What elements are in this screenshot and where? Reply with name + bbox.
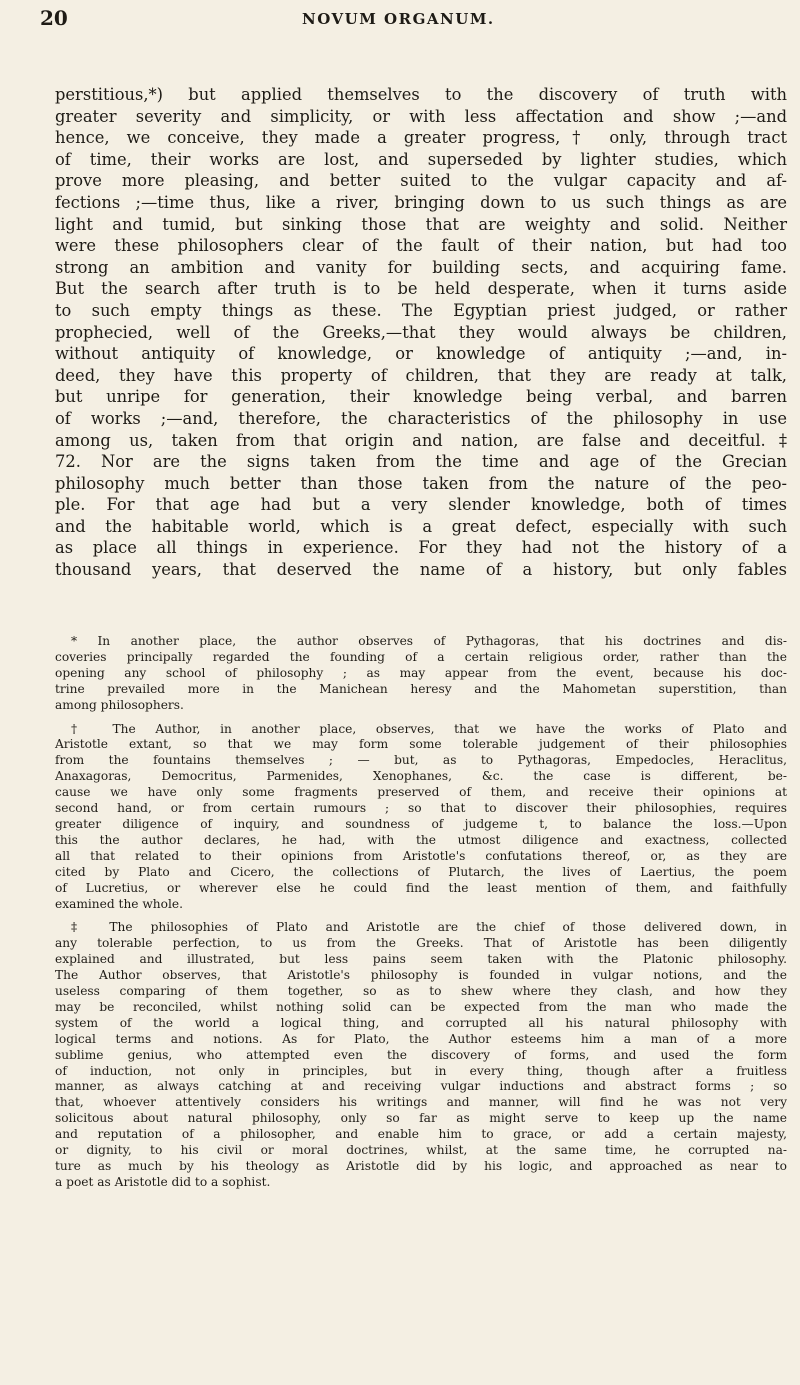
footnote bbox=[55, 920, 787, 1190]
text-line: strong an ambition and vanity for building sects, and acquiring fame. bbox=[55, 257, 787, 277]
text-line: perstitious,*) but applied themselves to the discovery of truth with bbox=[55, 85, 787, 104]
footnote-line: ture as much by his theology as Aristotle did by his logic, and approached as near to bbox=[55, 1159, 787, 1173]
text-line: without antiquity of knowledge, or knowledge of antiquity ;—and, in- bbox=[55, 344, 787, 364]
text-line: prophecied, well of the Greeks,—that they would always be children, bbox=[55, 322, 787, 342]
text-line: but unripe for generation, their knowledge being verbal, and barren bbox=[55, 387, 787, 407]
footnote-line: and reputation of a philosopher, and enable him to grace, or add a certain majesty, bbox=[55, 1127, 787, 1142]
main-text bbox=[55, 84, 787, 581]
footnote bbox=[55, 634, 787, 714]
footnote-line: all that related to their opinions from Aristotle's confutations thereof, or, as they are bbox=[55, 848, 787, 863]
text-line: light and tumid, but sinking those that are weighty and solid. Neither bbox=[55, 214, 787, 234]
text-line: ple. For that age had but a very slender knowledge, both of times bbox=[55, 495, 787, 515]
footnote-line: from the fountains themselves ; — but, as to Pythagoras, Empedocles, Heraclitus, bbox=[55, 753, 787, 768]
footnote-line: or dignity, to his civil or moral doctrines, whilst, at the same time, he corrupted na- bbox=[55, 1143, 787, 1158]
footnote-line: Aristotle extant, so that we may form some tolerable judgement of their philosophies bbox=[55, 737, 787, 752]
text-line: to such empty things as these. The Egyptian priest judged, or rather bbox=[55, 300, 787, 320]
text-line: were these philosophers clear of the fault of their nation, but had too bbox=[55, 236, 787, 256]
footnote-line: greater diligence of inquiry, and soundness of judgeme t, to balance the loss.—Upon bbox=[55, 816, 787, 831]
footnote-line: of Lucretius, or wherever else he could find the least mention of them, and faithfully bbox=[55, 880, 787, 895]
footnote-line: solicitous about natural philosophy, only so far as might serve to keep up the name bbox=[55, 1111, 787, 1126]
footnote-line: sublime genius, who attempted even the discovery of forms, and used the form bbox=[55, 1047, 787, 1062]
page-number: 20 bbox=[40, 6, 68, 30]
footnote-line: any tolerable perfection, to us from the Greeks. That of Aristotle has been diligently bbox=[55, 936, 787, 951]
text-line: of time, their works are lost, and superseded by lighter studies, which bbox=[55, 149, 787, 169]
text-line: as place all things in experience. For they had not the history of a bbox=[55, 538, 787, 558]
footnote-line: opening any school of philosophy ; as may appear from the event, because his doc- bbox=[55, 665, 787, 680]
footnote-line: explained and illustrated, but less pains seem taken with the Platonic philosophy. bbox=[55, 952, 787, 967]
footnote-line: a poet as Aristotle did to a sophist. bbox=[55, 1174, 271, 1189]
footnote-line: second hand, or from certain rumours ; so that to discover their philosophies, requires bbox=[55, 801, 787, 816]
text-line: among us, taken from that origin and nation, are false and deceitful.‡ bbox=[55, 430, 787, 450]
footnote-line: coveries principally regarded the founding of a certain religious order, rather than the bbox=[55, 649, 787, 664]
footnote-line: † The Author, in another place, observes, that we have the works of Plato and bbox=[71, 721, 787, 736]
footnote-line: logical terms and notions. As for Plato, the Author esteems him a man of a more bbox=[55, 1031, 787, 1046]
footnote-line: among philosophers. bbox=[55, 697, 184, 712]
footnotes bbox=[55, 634, 787, 1191]
footnote-line: useless comparing of them together, so as to shew where they clash, and how they bbox=[55, 984, 787, 999]
footnote-line: cited by Plato and Cicero, the collections of Plutarch, the lives of Laertius, the poem bbox=[55, 864, 787, 879]
footnote-line: examined the whole. bbox=[55, 896, 183, 911]
footnote-line: Anaxagoras, Democritus, Parmenides, Xenophanes, &c. the case is different, be- bbox=[55, 769, 787, 784]
footnote-line: The Author observes, that Aristotle's philosophy is founded in vulgar notions, and the bbox=[55, 968, 787, 983]
text-line: philosophy much better than those taken from the nature of the peo- bbox=[55, 473, 787, 493]
footnote-line: cause we have only some fragments preserved of them, and receive their opinions at bbox=[55, 785, 787, 800]
text-line: greater severity and simplicity, or with less affectation and show ;—and bbox=[55, 106, 787, 126]
footnote-line: * In another place, the author observes of Pythagoras, that his doctrines and dis- bbox=[71, 634, 787, 648]
text-line: deed, they have this property of children, that they are ready at talk, bbox=[55, 365, 787, 385]
text-line: hence, we conceive, they made a greater progress,† only, through tract bbox=[55, 128, 787, 148]
footnote-line: of induction, not only in principles, but in every thing, though after a fruitless bbox=[55, 1063, 787, 1078]
text-line: and the habitable world, which is a great defect, especially with such bbox=[55, 516, 787, 536]
footnote-line: may be reconciled, whilst nothing solid can be expected from the man who made the bbox=[55, 999, 787, 1014]
text-line: of works ;—and, therefore, the characteristics of the philosophy in use bbox=[55, 408, 787, 428]
footnote-line: ‡ The philosophies of Plato and Aristotle are the chief of those delivered down, in bbox=[71, 920, 787, 935]
footnote-line: manner, as always catching at and receiving vulgar inductions and abstract forms ; so bbox=[55, 1079, 787, 1094]
text-line: fections ;—time thus, like a river, bringing down to us such things as are bbox=[55, 192, 787, 212]
text-line: But the search after truth is to be held desperate, when it turns aside bbox=[55, 279, 787, 299]
footnote-line: trine prevailed more in the Manichean heresy and the Mahometan superstition, than bbox=[55, 681, 787, 696]
footnote-line: that, whoever attentively considers his writings and manner, will find he was not very bbox=[55, 1095, 787, 1110]
footnote-line: this the author declares, he had, with the utmost diligence and exactness, collected bbox=[55, 832, 787, 847]
text-line: prove more pleasing, and better suited to the vulgar capacity and af- bbox=[55, 171, 787, 191]
text-line: thousand years, that deserved the name of a history, but only fables bbox=[55, 560, 787, 580]
text-line: 72. Nor are the signs taken from the time and age of the Grecian bbox=[55, 452, 787, 472]
footnote-line: system of the world a logical thing, and corrupted all his natural philosophy with bbox=[55, 1015, 787, 1030]
footnote bbox=[55, 722, 787, 913]
running-head: NOVUM ORGANUM. bbox=[302, 10, 495, 28]
